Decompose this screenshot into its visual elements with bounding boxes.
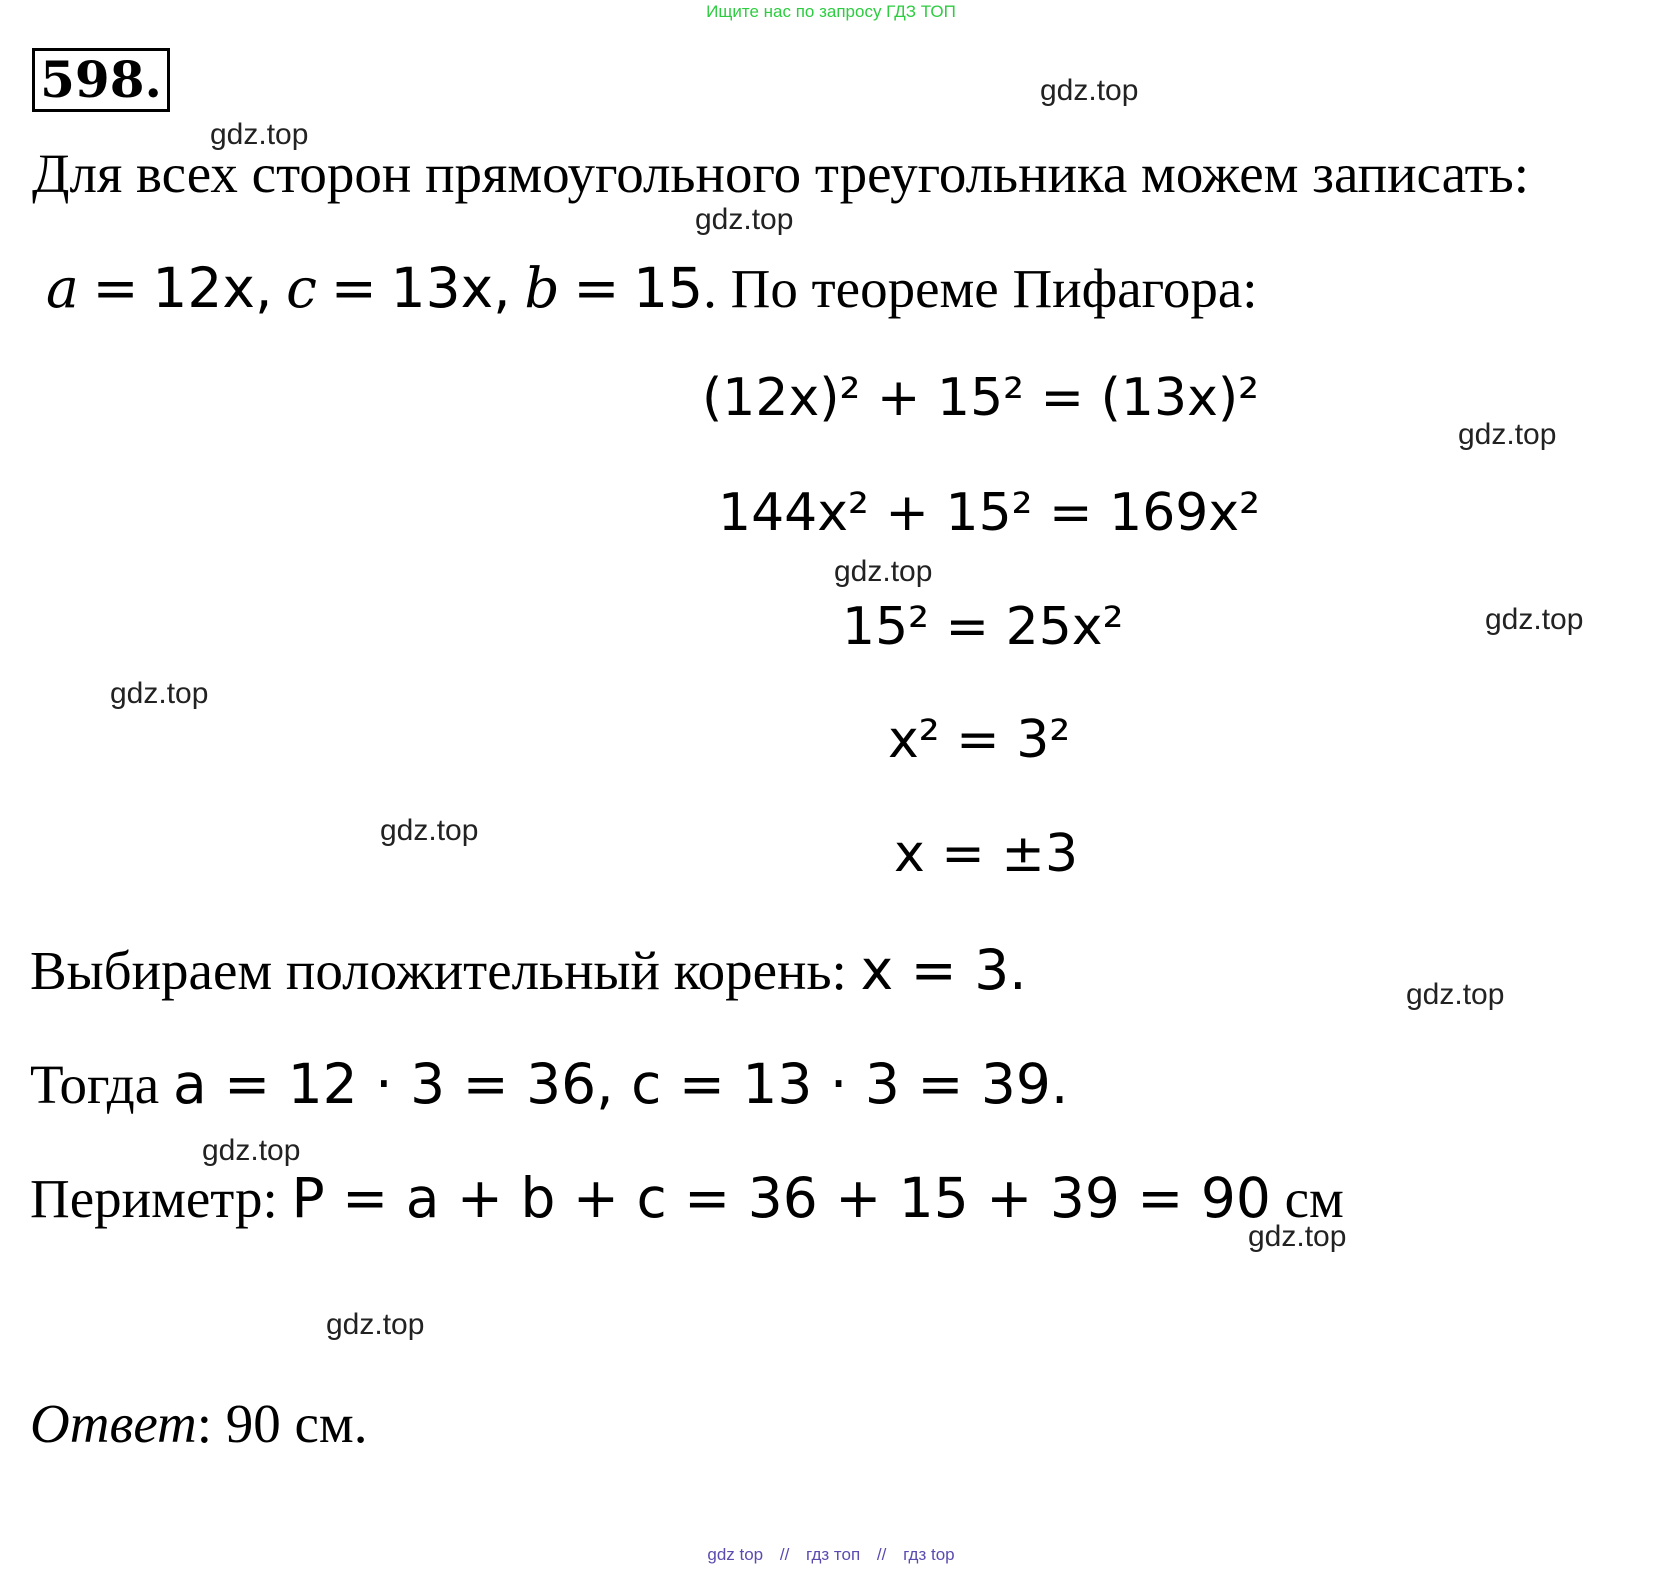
problem-number: 598. [32, 48, 170, 112]
perimeter-text: Периметр: [30, 1168, 292, 1229]
search-banner: Ищите нас по запросу ГДЗ ТОП [706, 2, 956, 21]
watermark: gdz.top [1485, 603, 1584, 636]
equals-sign: = [330, 256, 377, 320]
choose-root-text: Выбираем положительный корень: [30, 940, 861, 1001]
watermark: gdz.top [1458, 418, 1557, 451]
b-value: 15 [633, 256, 704, 320]
watermark: gdz.top [695, 203, 794, 236]
footer-link[interactable]: гдз top [903, 1545, 955, 1564]
footer-link[interactable]: гдз топ [806, 1545, 861, 1564]
watermark: gdz.top [326, 1308, 425, 1341]
choose-root-line [30, 938, 1027, 1002]
equation-1: (12x)² + 15² = (13x)² [702, 368, 1259, 428]
equals-sign: = [92, 256, 139, 320]
root-expression: x = 3. [860, 938, 1027, 1002]
watermark: gdz.top [1406, 978, 1505, 1011]
a-value: 12x [152, 256, 255, 320]
c-value: 13x [390, 256, 494, 320]
perimeter-line [30, 1166, 1344, 1230]
footer-separator: // [876, 1545, 887, 1564]
perimeter-expression: P = a + b + c = 36 + 15 + 39 = 90 [291, 1166, 1271, 1230]
sides-calculation-line [30, 1052, 1068, 1116]
var-c: c [286, 256, 317, 320]
watermark: gdz.top [834, 555, 933, 588]
answer-label: Ответ [30, 1393, 197, 1454]
equation-5: x = ±3 [894, 824, 1079, 884]
watermark: gdz.top [380, 814, 479, 847]
var-a: a [46, 256, 79, 320]
watermark: gdz.top [202, 1134, 301, 1167]
var-b: b [524, 256, 560, 320]
watermark: gdz.top [210, 118, 309, 151]
answer-line [30, 1392, 367, 1455]
footer-separator: // [779, 1545, 790, 1564]
answer-value: 90 см. [225, 1393, 368, 1454]
then-text: Тогда [30, 1054, 173, 1115]
footer-links [0, 1545, 1662, 1565]
equation-4: x² = 3² [888, 710, 1071, 770]
equation-3: 15² = 25x² [842, 597, 1124, 657]
watermark: gdz.top [1040, 74, 1139, 107]
footer-link[interactable]: gdz top [707, 1545, 764, 1564]
intro-text: Для всех сторон прямоугольного треугольника можем записать: [32, 143, 1529, 204]
side-definitions: a = 12x, c = 13x, b = 15. По теореме Пифагора: [46, 256, 1258, 320]
sides-expression: a = 12 · 3 = 36, c = 13 · 3 = 39. [172, 1052, 1069, 1116]
equals-sign: = [573, 256, 620, 320]
watermark: gdz.top [1248, 1220, 1347, 1253]
pythagoras-text: . По теореме Пифагора: [703, 258, 1258, 319]
answer-colon: : [196, 1393, 212, 1454]
equation-2: 144x² + 15² = 169x² [718, 483, 1261, 543]
watermark: gdz.top [110, 677, 209, 710]
perimeter-unit: см [1284, 1168, 1344, 1229]
